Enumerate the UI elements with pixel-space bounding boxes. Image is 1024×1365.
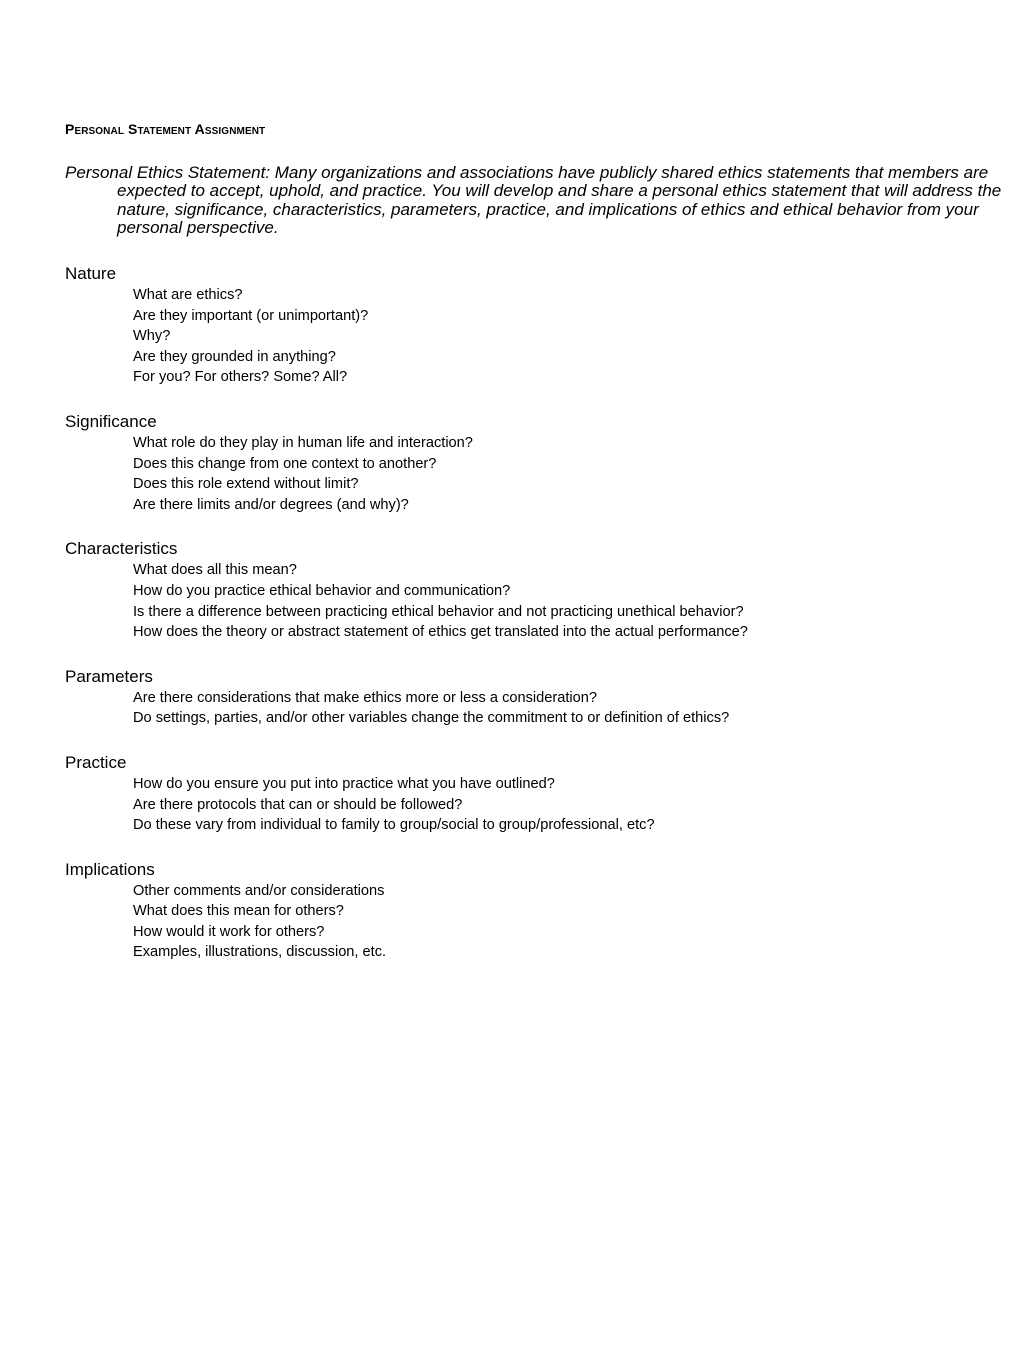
question-item: How do you ensure you put into practice what you have outlined? (133, 775, 555, 792)
question-item: Examples, illustrations, discussion, etc. (133, 944, 387, 961)
question-list (65, 774, 965, 836)
question-item: How would it work for others? (133, 923, 325, 940)
question-item: Are there considerations that make ethics more or less a consideration? (133, 689, 597, 706)
section-parameters (65, 666, 965, 729)
section-heading: Parameters (65, 666, 153, 686)
question-item: Does this change from one context to another? (133, 455, 437, 472)
question-item: Do settings, parties, and/or other variables change the commitment to or definition of ethics? (133, 710, 730, 727)
question-item: Why? (133, 328, 171, 345)
section-nature (65, 263, 965, 388)
question-item: Are they grounded in anything? (133, 348, 336, 365)
question-item: Are they important (or unimportant)? (133, 307, 369, 324)
question-item: How do you practice ethical behavior and communication? (133, 582, 511, 599)
section-heading: Implications (65, 859, 155, 879)
section-heading: Significance (65, 411, 157, 431)
section-implications (65, 859, 965, 963)
question-item: Are there protocols that can or should be followed? (133, 796, 463, 813)
question-item: What does all this mean? (133, 562, 297, 579)
question-item: What role do they play in human life and interaction? (133, 434, 473, 451)
question-list (65, 688, 965, 729)
section-heading: Practice (65, 752, 127, 772)
sections-container (65, 263, 965, 986)
question-item: For you? For others? Some? All? (133, 369, 348, 386)
question-list (65, 433, 965, 515)
question-item: What does this mean for others? (133, 903, 344, 920)
section-characteristics (65, 538, 965, 642)
intro-paragraph: Personal Ethics Statement: Many organizations and associations have publicly shared ethics statements that members are expected to accept, uphold, and practice. You will develop and share a personal ethics statement that will address the nature, significance, characteristics, parameters, practice, and implications of ethics and ethical behavior from your personal perspective. (65, 163, 1002, 238)
section-heading: Characteristics (65, 539, 178, 559)
question-item: What are ethics? (133, 287, 243, 303)
question-item: Is there a difference between practicing ethical behavior and not practicing unethical behavior? (133, 603, 744, 620)
section-practice (65, 752, 965, 836)
question-item: Other comments and/or considerations (133, 882, 385, 899)
question-item: How does the theory or abstract statement of ethics get translated into the actual performance? (133, 624, 748, 641)
document-title: Personal Statement Assignment (65, 121, 266, 137)
section-significance (65, 411, 965, 515)
question-item: Are there limits and/or degrees (and why)? (133, 496, 409, 513)
question-list (65, 285, 965, 388)
question-item: Does this role extend without limit? (133, 476, 359, 493)
question-list (65, 560, 965, 642)
section-heading: Nature (65, 264, 117, 283)
question-list (65, 881, 965, 963)
question-item: Do these vary from individual to family to group/social to group/professional, etc? (133, 817, 655, 834)
